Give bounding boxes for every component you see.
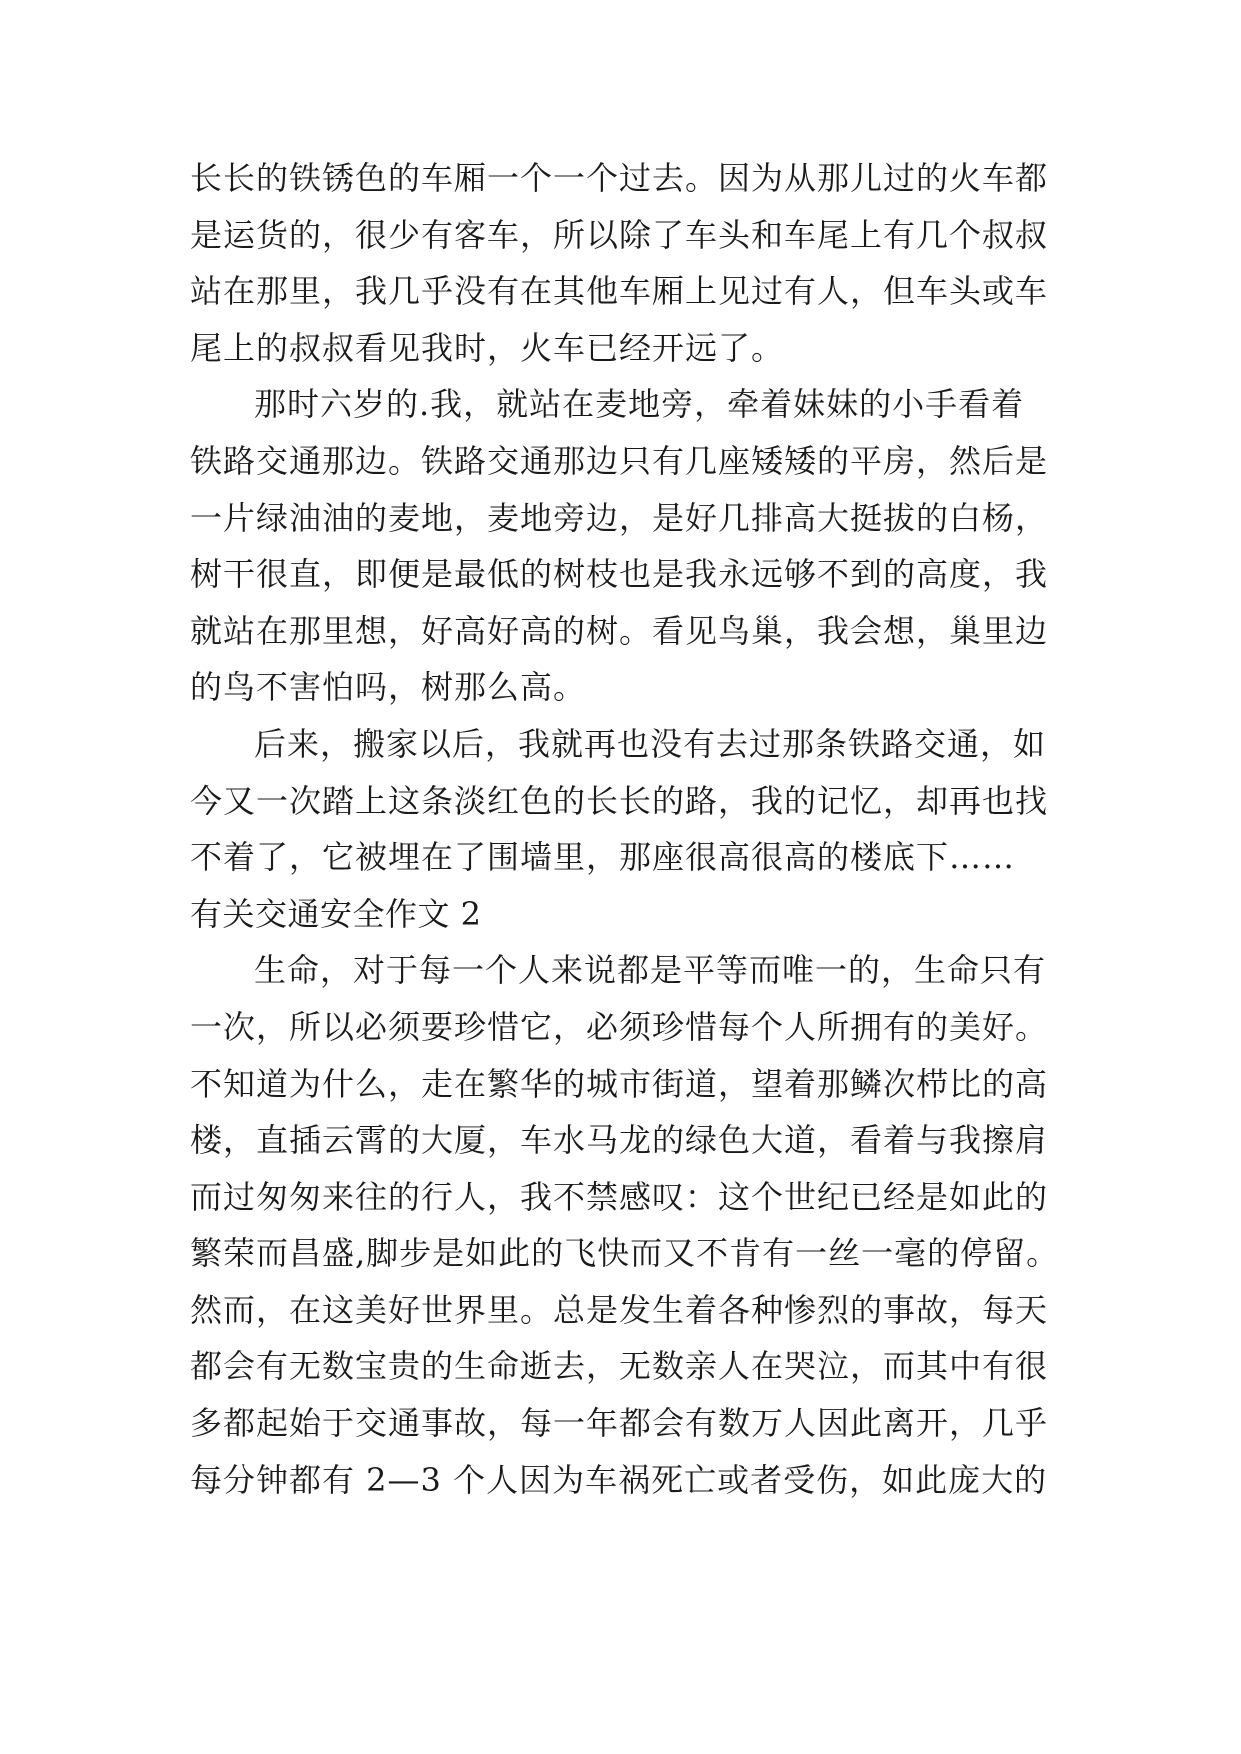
text-line: 站在那里，我几乎没有在其他车厢上见过有人，但车头或车 [190, 272, 1049, 311]
text-line: 楼，直插云霄的大厦，车水马龙的绿色大道，看着与我擦肩 [190, 1121, 1049, 1160]
paragraph-first-line: 生命，对于每一个人来说都是平等而唯一的，生命只有 [254, 951, 1047, 990]
text-line: 就站在那里想，好高好高的树。看见鸟巢，我会想，巢里边 [190, 611, 1049, 650]
paragraph-first-line: 那时六岁的.我，就站在麦地旁，牵着妹妹的小手看着 [254, 385, 1025, 424]
text-line: 一片绿油油的麦地，麦地旁边，是好几排高大挺拔的白杨， [190, 498, 1049, 537]
text-line: 不知道为什么，走在繁华的城市街道，望着那鳞次栉比的高 [190, 1064, 1049, 1103]
text-line: 铁路交通那边。铁路交通那边只有几座矮矮的平房，然后是 [190, 441, 1049, 480]
text-line: 繁荣而昌盛,脚步是如此的飞快而又不肯有一丝一毫的停留。 [190, 1234, 1060, 1273]
text-line: 树干很直，即便是最低的树枝也是我永远够不到的高度，我 [190, 555, 1049, 594]
text-line: 都会有无数宝贵的生命逝去，无数亲人在哭泣，而其中有很 [190, 1347, 1049, 1386]
text-line: 今又一次踏上这条淡红色的长长的路，我的记忆，却再也找 [190, 781, 1049, 820]
paragraph-first-line: 后来，搬家以后，我就再也没有去过那条铁路交通，如 [254, 724, 1047, 763]
text-line: 每分钟都有 2—3 个人因为车祸死亡或者受伤，如此庞大的 [190, 1460, 1048, 1499]
text-line: 而过匆匆来往的行人，我不禁感叹：这个世纪已经是如此的 [190, 1177, 1049, 1216]
text-line: 的鸟不害怕吗，树那么高。 [190, 668, 587, 707]
text-line: 长长的铁锈色的车厢一个一个过去。因为从那儿过的火车都 [190, 159, 1049, 197]
body-text [190, 150, 1070, 1508]
text-line: 一次，所以必须要珍惜它，必须珍惜每个人所拥有的美好。 [190, 1007, 1049, 1046]
text-line: 不着了，它被埋在了围墙里，那座很高很高的楼底下…… [190, 838, 1016, 877]
text-line: 尾上的叔叔看见我时，火车已经开远了。 [190, 328, 785, 367]
text-line: 多都起始于交通事故，每一年都会有数万人因此离开，几乎 [190, 1404, 1049, 1443]
section-heading: 有关交通安全作文 2 [190, 894, 482, 933]
text-line: 然而，在这美好世界里。总是发生着各种惨烈的事故，每天 [190, 1290, 1049, 1329]
text-line: 是运货的，很少有客车，所以除了车头和车尾上有几个叔叔 [190, 215, 1049, 254]
